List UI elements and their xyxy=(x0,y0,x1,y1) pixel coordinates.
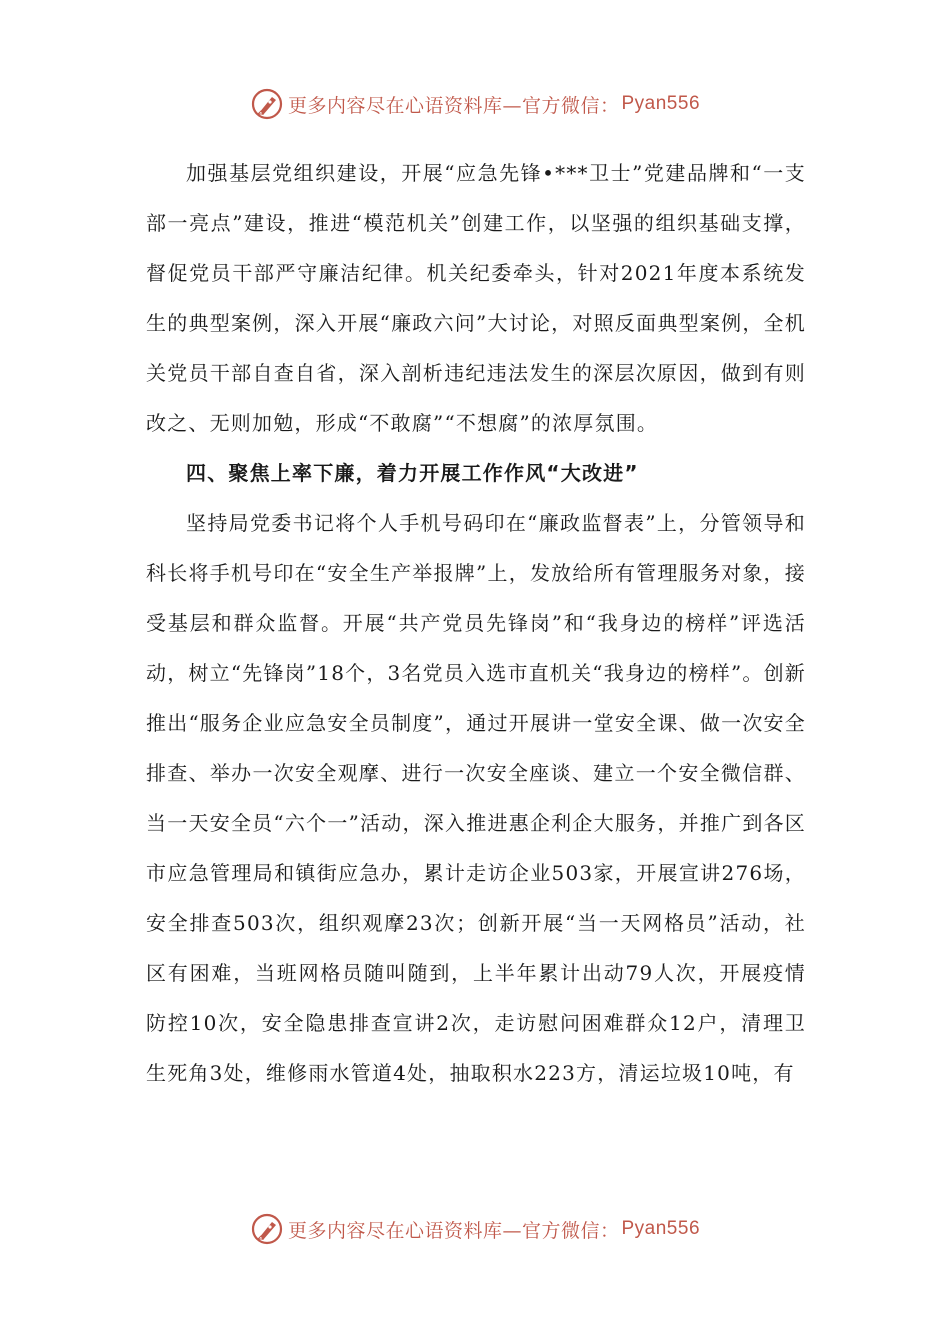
document-body xyxy=(146,148,806,1098)
paragraph-work-style: 坚持局党委书记将个人手机号码印在“廉政监督表”上，分管领导和科长将手机号印在“安全生产举报牌”上，发放给所有管理服务对象，接受基层和群众监督。开展“共产党员先锋岗”和“我身边的榜样”评选活动，树立“先锋岗”18个，3名党员入选市直机关“我身边的榜样”。创新推出“服务企业应急安全员制度”，通过开展讲一堂安全课、做一次安全排查、举办一次安全观摩、进行一次安全座谈、建立一个安全微信群、当一天安全员“六个一”活动，深入推进惠企利企大服务，并推广到各区市应急管理局和镇街应急办，累计走访企业503家，开展宣讲276场，安全排查503次，组织观摩23次；创新开展“当一天网格员”活动，社区有困难，当班网格员随叫随到，上半年累计出动79人次，开展疫情防控10次，安全隐患排查宣讲2次，走访慰问困难群众12户，清理卫生死角3处，维修雨水管道4处，抽取积水223方，清运垃圾10吨，有 xyxy=(146,511,806,1085)
banner-wechat-id: Pyan556 xyxy=(621,93,701,114)
paragraph-party-building: 加强基层党组织建设，开展“应急先锋•***卫士”党建品牌和“一支部一亮点”建设，推进“模范机关”创建工作，以坚强的组织基础支撑，督促党员干部严守廉洁纪律。机关纪委牵头，针对2021年度本系统发生的典型案例，深入开展“廉政六问”大讨论，对照反面典型案例，全机关党员干部自查自省，深入剖析违纪违法发生的深层次原因，做到有则改之、无则加勉，形成“不敢腐”“不想腐”的浓厚氛围。 xyxy=(146,161,806,435)
pen-nib-logo-icon xyxy=(250,1212,284,1246)
footer-banner xyxy=(0,1209,950,1249)
header-banner xyxy=(0,84,950,124)
section-heading-4: 四、聚焦上率下廉，着力开展工作作风“大改进” xyxy=(186,461,639,485)
banner-text: 更多内容尽在心语资料库—官方微信： xyxy=(287,94,620,117)
banner-wechat-id: Pyan556 xyxy=(621,1218,701,1239)
pen-nib-logo-icon xyxy=(250,87,284,121)
banner-text: 更多内容尽在心语资料库—官方微信： xyxy=(287,1219,620,1242)
